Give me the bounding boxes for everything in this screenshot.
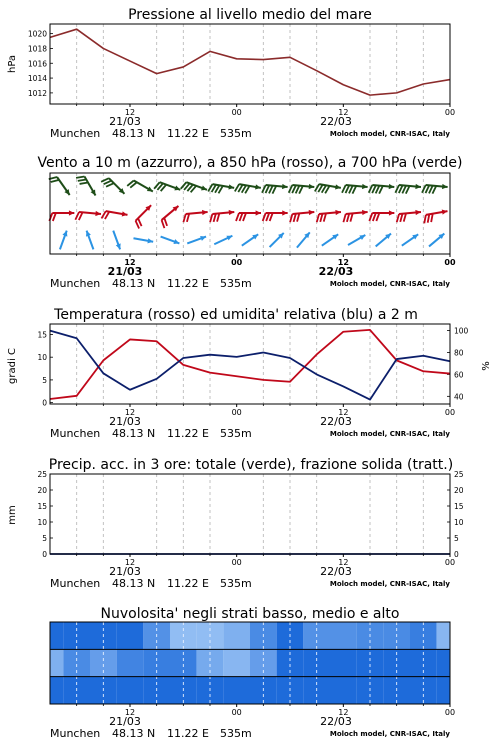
y-right-tick-label: 25	[454, 470, 464, 479]
cloud-chart-title: Nuvolosita' negli strati basso, medio e alto	[100, 606, 400, 622]
wind-barb-flag	[76, 176, 84, 177]
wind-arrow-head	[62, 231, 67, 237]
wind-barb-flag	[214, 214, 216, 222]
wind-barb-flag	[272, 186, 276, 194]
wind-barb-flag	[376, 213, 379, 221]
wind-barb	[113, 231, 120, 250]
wind-barb-flag	[432, 186, 436, 194]
wind-barb-flag	[402, 186, 406, 194]
y-tick-label: 1014	[27, 74, 47, 84]
wind-barb	[290, 210, 314, 222]
wind-barb-flag	[262, 185, 266, 193]
wind-barb-head	[202, 210, 208, 215]
wind-barb	[236, 210, 261, 221]
pressure-panel	[28, 24, 455, 140]
wind-barb	[101, 211, 127, 219]
wind-barb	[317, 210, 341, 222]
date-label: 22/03	[320, 715, 352, 728]
location-lat: 48.13 N	[112, 277, 156, 290]
temperature-y-label: gradi C	[7, 348, 18, 384]
y-right-tick-label: 20	[454, 486, 464, 495]
wind-barb-flag	[138, 218, 142, 226]
wind-barb	[342, 184, 368, 194]
cloud-cell	[117, 649, 144, 676]
wind-barb	[395, 184, 421, 194]
wind-barb	[289, 184, 315, 194]
wind-barb-flag	[379, 186, 383, 194]
wind-barb-flag	[187, 214, 189, 222]
precipitation-panel	[37, 470, 463, 590]
location-lon: 11.22 E	[167, 727, 209, 740]
y-right-tick-label: 80	[454, 348, 464, 358]
wind-barb-flag	[51, 180, 59, 182]
date-label: 21/03	[109, 565, 141, 578]
y-right-tick-label: 10	[454, 518, 464, 527]
wind-barb-head	[335, 210, 341, 215]
wind-barb-flag	[400, 214, 402, 222]
cloud-cell	[223, 622, 250, 649]
location-alt: 535m	[220, 727, 252, 740]
time-tick-label: 00	[231, 258, 243, 267]
wind-barb-head	[362, 210, 368, 215]
time-tick-label: 12	[124, 108, 136, 117]
pressure-chart-title: Pressione al livello medio del mare	[128, 7, 372, 23]
pressure-frame	[50, 24, 450, 104]
y-right-tick-label: 5	[454, 534, 459, 543]
wind-barb-head	[389, 184, 395, 189]
cloud-cell	[223, 677, 250, 704]
date-label: 22/03	[320, 565, 352, 578]
wind-barb	[263, 210, 288, 221]
credit-label: Moloch model, CNR-ISAC, Italy	[329, 280, 450, 288]
wind-barb-flag	[294, 214, 296, 222]
wind-barb-flag	[266, 185, 270, 193]
y-tick-label: 0	[42, 398, 47, 408]
wind-barb	[343, 210, 367, 222]
pressure-y-label: hPa	[7, 54, 18, 74]
wind-barb-flag	[350, 213, 352, 221]
wind-barb-head	[309, 184, 315, 189]
time-tick-label: 00	[444, 408, 456, 417]
cloud-cell	[330, 649, 357, 676]
wind-barb	[262, 184, 288, 194]
temperature-panel	[37, 324, 468, 440]
time-tick-label: 00	[231, 708, 242, 717]
wind-barb-flag	[240, 213, 243, 221]
cloud-panel	[50, 622, 455, 740]
wind-arrow-head	[173, 239, 179, 244]
wind-barb	[208, 184, 234, 193]
wind-barb-flag	[424, 215, 426, 223]
y-tick-label: 1016	[27, 59, 47, 69]
date-label: 22/03	[320, 115, 352, 128]
location-name: Munchen	[50, 277, 101, 290]
wind-barb-flag	[373, 213, 376, 221]
location-alt: 535m	[220, 577, 252, 590]
wind-barb-flag	[428, 214, 430, 222]
wind-barb-flag	[406, 186, 410, 194]
temperature-line	[50, 330, 450, 399]
y-tick-label: 10	[37, 518, 47, 527]
location-alt: 535m	[220, 277, 252, 290]
wind-barb	[210, 210, 234, 222]
wind-barb	[76, 176, 95, 195]
precipitation-y-label: mm	[7, 505, 18, 525]
time-tick-label: 00	[444, 558, 456, 567]
wind-barb-flag	[426, 185, 430, 193]
wind-barb-flag	[352, 186, 356, 194]
wind-barb	[424, 209, 447, 223]
wind-barb-flag	[164, 218, 167, 226]
wind-barb-flag	[324, 213, 326, 221]
wind-barb-flag	[299, 186, 303, 194]
date-label: 21/03	[109, 415, 141, 428]
wind-barb	[133, 238, 153, 243]
wind-barb	[376, 234, 391, 247]
wind-panel	[49, 173, 456, 290]
wind-barb-flag	[53, 213, 56, 221]
wind-barb	[136, 205, 152, 228]
wind-barb-flag	[296, 186, 300, 194]
date-label: 21/03	[107, 265, 143, 278]
time-tick-label: 12	[124, 258, 136, 267]
wind-barb	[75, 211, 101, 220]
time-tick-label: 12	[124, 558, 136, 567]
wind-barb	[162, 206, 179, 228]
wind-barb-flag	[162, 220, 165, 228]
humidity-line	[50, 331, 450, 400]
wind-chart-title: Vento a 10 m (azzurro), a 850 hPa (rosso), a 700 hPa (verde)	[37, 155, 463, 171]
wind-barb-flag	[236, 213, 239, 221]
cloud-cell	[437, 677, 450, 704]
y-tick-label: 5	[42, 534, 47, 543]
cloud-cell	[117, 677, 144, 704]
wind-barb-flag	[347, 214, 349, 222]
wind-barb-flag	[297, 213, 299, 221]
time-tick-label: 00	[231, 108, 242, 117]
cloud-cell	[330, 622, 357, 649]
wind-barb	[397, 210, 421, 222]
wind-barb-flag	[372, 185, 376, 193]
cloud-cell	[330, 677, 357, 704]
time-tick-label: 12	[124, 708, 136, 717]
wind-barb-flag	[79, 212, 83, 220]
wind-barb-flag	[320, 214, 322, 222]
wind-barb-flag	[101, 178, 109, 182]
wind-barb	[348, 235, 365, 245]
y-tick-label: 15	[37, 330, 47, 340]
time-tick-label: 12	[338, 558, 349, 567]
wind-barb-head	[256, 210, 261, 215]
cloud-cell	[437, 622, 450, 649]
time-tick-label: 00	[231, 408, 242, 417]
location-name: Munchen	[50, 427, 101, 440]
wind-barb	[369, 210, 394, 221]
time-tick-label: 12	[338, 708, 349, 717]
location-lat: 48.13 N	[112, 127, 156, 140]
y-right-tick-label: 0	[454, 550, 459, 559]
wind-barb-flag	[376, 186, 380, 194]
cloud-cell	[50, 677, 63, 704]
wind-barb-flag	[431, 214, 433, 222]
temperature-chart-title: Temperatura (rosso) ed umidita' relativa (blu) a 2 m	[54, 307, 418, 323]
wind-barb-head	[415, 184, 421, 189]
y-tick-label: 5	[42, 375, 47, 385]
wind-barb	[49, 177, 70, 195]
date-label: 21/03	[109, 115, 141, 128]
credit-label: Moloch model, CNR-ISAC, Italy	[329, 430, 450, 438]
wind-barb-flag	[289, 185, 293, 193]
wind-barb	[181, 182, 207, 192]
location-alt: 535m	[220, 427, 252, 440]
wind-barb-flag	[422, 185, 426, 193]
wind-barb-flag	[404, 213, 406, 221]
wind-barb-flag	[369, 185, 373, 193]
y-right-tick-label: 60	[454, 370, 464, 380]
y-right-tick-label: 100	[454, 326, 469, 336]
y-right-tick-label: 40	[454, 392, 464, 402]
wind-barb	[214, 236, 232, 245]
location-lon: 11.22 E	[167, 277, 209, 290]
cloud-cell	[50, 649, 63, 676]
wind-barb-head	[201, 185, 207, 190]
wind-barb	[315, 184, 341, 193]
wind-barb	[297, 232, 310, 247]
wind-barb-flag	[429, 186, 433, 194]
wind-arrow-head	[116, 243, 121, 249]
credit-label: Moloch model, CNR-ISAC, Italy	[329, 580, 450, 588]
pressure-line	[50, 29, 450, 95]
y-tick-label: 1018	[27, 44, 47, 54]
time-tick-label: 00	[444, 258, 456, 267]
wind-barb-head	[309, 210, 315, 215]
wind-barb	[101, 178, 124, 194]
temperature-frame	[50, 324, 450, 404]
time-tick-label: 00	[444, 708, 456, 717]
location-lat: 48.13 N	[112, 727, 156, 740]
wind-barb	[322, 234, 338, 245]
wind-barb	[86, 231, 93, 250]
time-tick-label: 12	[124, 408, 136, 417]
wind-barb-flag	[243, 213, 246, 221]
wind-barb-head	[282, 184, 288, 189]
wind-barb	[183, 210, 207, 222]
wind-barb-head	[69, 210, 74, 215]
y-tick-label: 15	[37, 502, 47, 511]
y-right-tick-label: 15	[454, 502, 464, 511]
y-tick-label: 10	[37, 353, 47, 363]
wind-arrow-head	[86, 231, 91, 237]
wind-barb-flag	[395, 185, 399, 193]
location-lon: 11.22 E	[167, 427, 209, 440]
wind-barb-head	[95, 211, 101, 216]
wind-barb	[127, 181, 153, 192]
wind-barb	[187, 236, 206, 243]
location-name: Munchen	[50, 577, 101, 590]
wind-barb	[49, 210, 74, 221]
time-tick-label: 12	[338, 108, 349, 117]
wind-barb-flag	[136, 221, 140, 229]
time-tick-label: 12	[337, 258, 349, 267]
wind-barb-flag	[217, 213, 219, 221]
wind-barb-head	[174, 185, 180, 190]
wind-barb-head	[282, 210, 287, 215]
wind-barb-flag	[80, 183, 88, 184]
wind-barb-flag	[266, 213, 269, 221]
wind-arrow-head	[200, 236, 206, 241]
y-tick-label: 1020	[27, 29, 47, 39]
y-tick-label: 0	[42, 550, 47, 559]
wind-barb	[369, 184, 395, 194]
wind-barb	[154, 182, 180, 191]
location-name: Munchen	[50, 727, 101, 740]
date-label: 21/03	[109, 715, 141, 728]
wind-barb-head	[389, 210, 394, 215]
wind-barb	[242, 234, 258, 245]
wind-barb-flag	[342, 185, 346, 193]
cloud-cell	[437, 649, 450, 676]
time-tick-label: 12	[338, 408, 349, 417]
wind-barb	[270, 233, 284, 247]
location-alt: 535m	[220, 127, 252, 140]
y-tick-label: 1012	[27, 88, 47, 98]
cloud-cell	[50, 622, 63, 649]
precipitation-chart-title: Precip. acc. in 3 ore: totale (verde), frazione solida (tratt.)	[48, 457, 454, 473]
y-tick-label: 25	[37, 470, 47, 479]
precipitation-frame	[50, 474, 450, 554]
location-lat: 48.13 N	[112, 577, 156, 590]
location-name: Munchen	[50, 127, 101, 140]
wind-barb	[161, 237, 180, 244]
wind-barb-flag	[106, 183, 114, 187]
location-lon: 11.22 E	[167, 577, 209, 590]
wind-barb-flag	[78, 180, 86, 181]
wind-barb-flag	[399, 185, 403, 193]
date-label: 22/03	[320, 415, 352, 428]
wind-barb-head	[362, 184, 368, 189]
credit-label: Moloch model, CNR-ISAC, Italy	[329, 730, 450, 738]
cloud-cell	[223, 649, 250, 676]
wind-barb-flag	[292, 185, 296, 193]
humidity-y-label: %	[481, 361, 492, 371]
wind-barb-head	[442, 184, 448, 189]
panels	[28, 24, 469, 740]
wind-barb-flag	[343, 214, 345, 222]
location-lat: 48.13 N	[112, 427, 156, 440]
time-tick-label: 00	[231, 558, 242, 567]
time-tick-label: 00	[444, 108, 456, 117]
wind-barb	[60, 231, 67, 250]
cloud-cell	[117, 622, 144, 649]
y-tick-label: 20	[37, 486, 47, 495]
wind-barb-flag	[269, 186, 273, 194]
wind-barb	[422, 184, 448, 194]
wind-barb-head	[415, 210, 421, 215]
credit-label: Moloch model, CNR-ISAC, Italy	[329, 130, 450, 138]
wind-barb	[235, 184, 261, 193]
wind-barb-flag	[270, 213, 273, 221]
wind-barb-flag	[104, 181, 112, 185]
location-lon: 11.22 E	[167, 127, 209, 140]
wind-barb	[429, 234, 444, 247]
wind-barb-flag	[346, 185, 350, 193]
wind-barb-flag	[75, 212, 79, 220]
wind-barb	[402, 234, 418, 245]
wind-barb-flag	[349, 186, 353, 194]
date-label: 22/03	[318, 265, 354, 278]
wind-barb-head	[229, 210, 235, 215]
